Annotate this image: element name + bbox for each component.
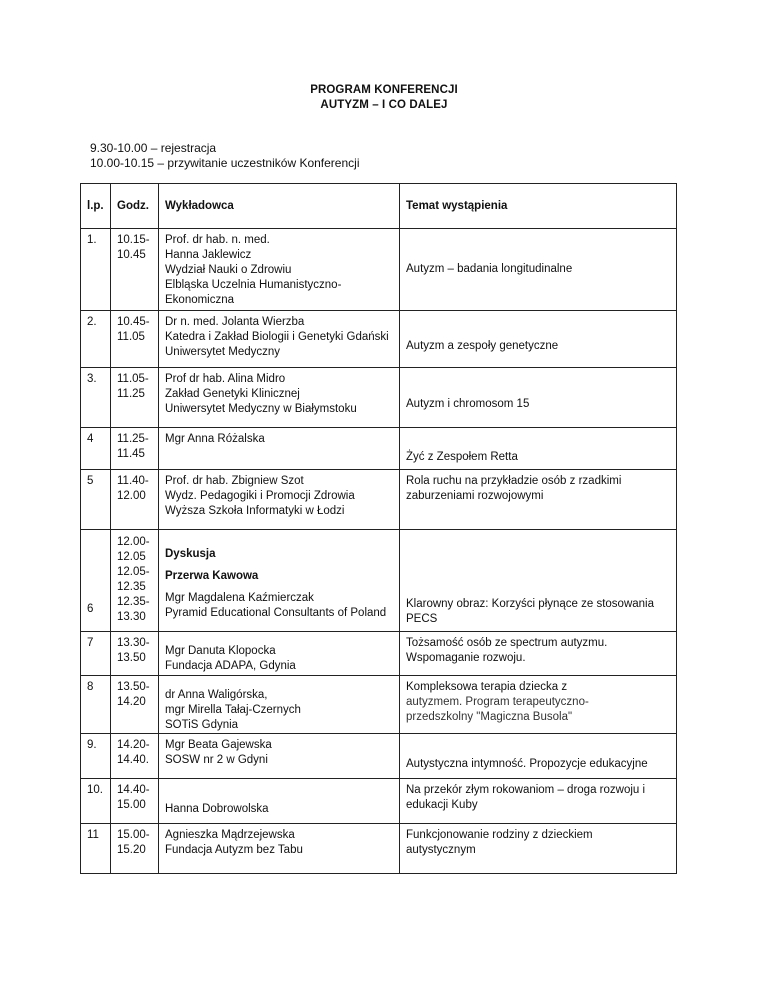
time-start: 14.20- [117, 739, 150, 751]
row-time [111, 470, 159, 530]
row-topic [400, 311, 677, 368]
time-line: 12.05- [117, 566, 150, 578]
time-end: 10.45 [117, 249, 146, 261]
topic-line: Na przekór złym rokowaniom – droga rozwoju i [406, 784, 646, 796]
speaker-line: Wyższa Szkoła Informatyki w Łodzi [165, 505, 345, 517]
discussion-label: Dyskusja [165, 548, 216, 560]
speaker-line: Uniwersytet Medyczny [165, 346, 281, 358]
topic-line: autystycznym [406, 844, 476, 856]
speaker-line: Mgr Magdalena Kaźmierczak [165, 592, 314, 604]
row-lp: 7 [81, 632, 111, 676]
header-speaker: Wykładowca [159, 184, 400, 229]
time-end: 11.45 [117, 448, 145, 460]
row-lp: 11 [81, 824, 111, 874]
speaker-line: SOSW nr 2 w Gdyni [165, 754, 268, 766]
header-time: Godz. [111, 184, 159, 229]
table-row [81, 779, 677, 824]
time-line: 12.05 [117, 551, 146, 563]
row-time [111, 734, 159, 779]
time-start: 11.25- [117, 433, 149, 445]
time-end: 15.00 [117, 799, 146, 811]
speaker-line: dr Anna Waligórska, [165, 689, 268, 701]
row-speaker [159, 229, 400, 311]
time-end: 11.05 [117, 331, 145, 343]
speaker-line: Katedra i Zakład Biologii i Genetyki Gdański [165, 331, 389, 343]
speaker-line: Mgr Anna Różalska [165, 433, 265, 445]
time-line: 13.30 [117, 611, 146, 623]
time-line: 12.35- [117, 596, 150, 608]
topic-line: autyzmem. Program terapeutyczno- [406, 696, 589, 708]
speaker-line: Prof. dr hab. n. med. [165, 234, 270, 246]
row-speaker [159, 368, 400, 428]
row-speaker [159, 428, 400, 470]
topic-line: edukacji Kuby [406, 799, 478, 811]
row-lp: 10. [81, 779, 111, 824]
row-topic [400, 368, 677, 428]
speaker-line: SOTiS Gdynia [165, 719, 239, 731]
topic-line: Kompleksowa terapia dziecka z [406, 681, 568, 693]
time-end: 11.25 [117, 388, 145, 400]
time-line: 12.00- [117, 536, 150, 548]
row-speaker [159, 632, 400, 676]
row-speaker [159, 470, 400, 530]
row-topic [400, 779, 677, 824]
header-lp: l.p. [81, 184, 111, 229]
speaker-line: Fundacja Autyzm bez Tabu [165, 844, 303, 856]
time-end: 14.40. [117, 754, 149, 766]
row-speaker [159, 779, 400, 824]
speaker-line: Prof. dr hab. Zbigniew Szot [165, 475, 304, 487]
topic-line: PECS [406, 613, 438, 625]
row-speaker [159, 676, 400, 734]
conference-title: AUTYZM – I CO DALEJ [320, 99, 448, 111]
row-lp: 4 [81, 428, 111, 470]
time-start: 10.45- [117, 316, 150, 328]
time-end: 13.50 [117, 652, 146, 664]
row-topic [400, 530, 677, 632]
row-lp: 1. [81, 229, 111, 311]
row-time [111, 428, 159, 470]
topic-line: przedszkolny "Magiczna Busola" [406, 711, 573, 723]
topic-line: Żyć z Zespołem Retta [406, 451, 518, 463]
row-topic [400, 824, 677, 874]
program-table [80, 183, 677, 874]
time-end: 15.20 [117, 844, 146, 856]
row-lp: 8 [81, 676, 111, 734]
row-speaker [159, 824, 400, 874]
topic-line: Funkcjonowanie rodziny z dzieckiem [406, 829, 593, 841]
header-topic: Temat wystąpienia [400, 184, 677, 229]
row-time [111, 229, 159, 311]
topic-line: Autyzm – badania longitudinalne [406, 263, 573, 275]
coffee-break-label: Przerwa Kawowa [165, 570, 259, 582]
row-time [111, 779, 159, 824]
speaker-line: Dr n. med. Jolanta Wierzba [165, 316, 305, 328]
row-topic [400, 632, 677, 676]
speaker-line: Elbląska Uczelnia Humanistyczno- [165, 279, 342, 291]
speaker-line: Hanna Jaklewicz [165, 249, 252, 261]
row-lp: 5 [81, 470, 111, 530]
row-topic [400, 734, 677, 779]
row-time [111, 824, 159, 874]
speaker-line: Ekonomiczna [165, 294, 235, 306]
time-start: 13.50- [117, 681, 150, 693]
topic-line: Autyzm a zespoły genetyczne [406, 339, 559, 352]
topic-line: zaburzeniami rozwojowymi [406, 490, 544, 502]
speaker-line: Wydz. Pedagogiki i Promocji Zdrowia [165, 490, 355, 502]
speaker-line: mgr Mirella Tałaj-Czernych [165, 704, 301, 716]
time-end: 14.20 [117, 696, 146, 708]
topic-line: Wspomaganie rozwoju. [406, 652, 526, 664]
topic-line: Rola ruchu na przykładzie osób z rzadkimi [406, 475, 622, 487]
row-time [111, 632, 159, 676]
speaker-line: Pyramid Educational Consultants of Poland [165, 607, 387, 619]
registration-line: 9.30-10.00 – rejestracja [90, 141, 217, 155]
topic-line: Autyzm i chromosom 15 [406, 398, 530, 410]
table-row [81, 311, 677, 368]
time-end: 12.00 [117, 490, 146, 502]
row-speaker [159, 530, 400, 632]
time-start: 14.40- [117, 784, 150, 796]
table-row [81, 734, 677, 779]
program-title: PROGRAM KONFERENCJI [310, 84, 458, 96]
table-row [81, 470, 677, 530]
time-start: 11.40- [117, 475, 149, 487]
speaker-line: Prof dr hab. Alina Midro [165, 373, 286, 385]
row-lp: 2. [81, 311, 111, 368]
time-start: 11.05- [117, 373, 149, 385]
time-start: 10.15- [117, 234, 150, 246]
speaker-line: Zakład Genetyki Klinicznej [165, 388, 300, 400]
table-row [81, 229, 677, 311]
table-row [81, 676, 677, 734]
topic-line: Klarowny obraz: Korzyści płynące ze stosowania [406, 598, 655, 610]
speaker-line: Mgr Danuta Klopocka [165, 645, 276, 657]
row-time [111, 368, 159, 428]
welcome-line: 10.00-10.15 – przywitanie uczestników Konferencji [90, 156, 360, 170]
speaker-line: Fundacja ADAPA, Gdynia [165, 660, 296, 672]
table-row [81, 824, 677, 874]
table-row [81, 530, 677, 632]
speaker-line: Uniwersytet Medyczny w Białymstoku [165, 403, 357, 415]
topic-line: Tożsamość osób ze spectrum autyzmu. [406, 637, 608, 649]
topic-line: Autystyczna intymność. Propozycje edukacyjne [406, 758, 648, 770]
speaker-line: Mgr Beata Gajewska [165, 739, 272, 751]
row-topic [400, 229, 677, 311]
row-time [111, 311, 159, 368]
row-lp: 9. [81, 734, 111, 779]
table-row [81, 632, 677, 676]
speaker-line: Hanna Dobrowolska [165, 803, 269, 815]
speaker-line: Wydział Nauki o Zdrowiu [165, 264, 292, 276]
row-time [111, 530, 159, 632]
time-start: 15.00- [117, 829, 150, 841]
row-speaker [159, 311, 400, 368]
row-time [111, 676, 159, 734]
time-start: 13.30- [117, 637, 150, 649]
row-speaker [159, 734, 400, 779]
speaker-line: Agnieszka Mądrzejewska [165, 829, 295, 841]
row-topic [400, 428, 677, 470]
row-topic [400, 676, 677, 734]
table-row [81, 428, 677, 470]
row-topic [400, 470, 677, 530]
table-header-row [81, 184, 677, 229]
row-lp: 3. [81, 368, 111, 428]
table-row [81, 368, 677, 428]
row-lp: 6 [81, 530, 111, 632]
time-line: 12.35 [117, 581, 146, 593]
